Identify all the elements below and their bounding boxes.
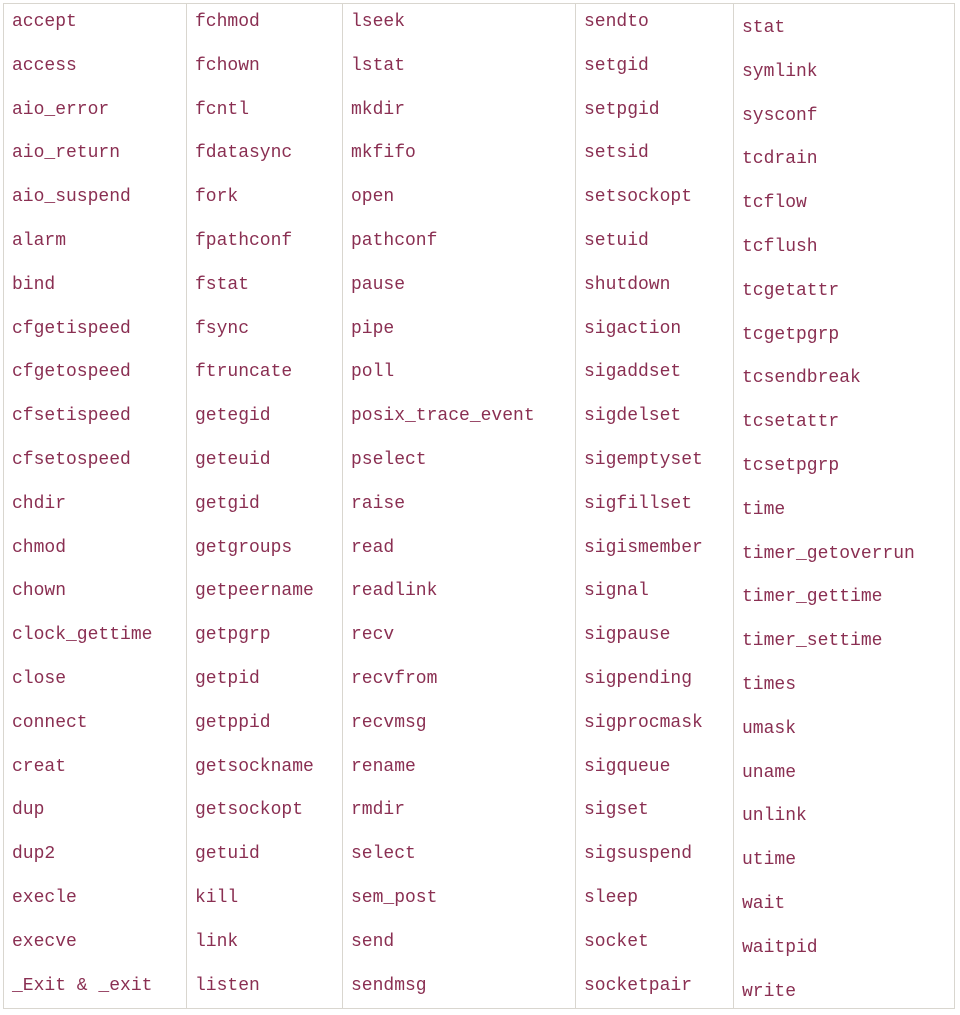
function-name: fpathconf bbox=[195, 231, 293, 251]
function-name: ftruncate bbox=[195, 362, 293, 382]
function-name: time bbox=[742, 500, 786, 520]
function-name: sigsuspend bbox=[584, 844, 693, 864]
function-name: creat bbox=[12, 757, 67, 777]
function-name: getsockname bbox=[195, 757, 314, 777]
function-name: sigismember bbox=[584, 538, 703, 558]
function-name: listen bbox=[195, 976, 260, 996]
column-3 bbox=[343, 4, 576, 1008]
function-name: fstat bbox=[195, 275, 250, 295]
function-name: getsockopt bbox=[195, 800, 304, 820]
function-name: fcntl bbox=[195, 100, 250, 120]
function-name: rmdir bbox=[351, 800, 406, 820]
function-name: link bbox=[195, 932, 239, 952]
function-name: mkdir bbox=[351, 100, 406, 120]
function-name: sysconf bbox=[742, 106, 818, 126]
function-name: fork bbox=[195, 187, 239, 207]
function-name: raise bbox=[351, 494, 406, 514]
function-name: timer_settime bbox=[742, 631, 883, 651]
function-name: sigprocmask bbox=[584, 713, 703, 733]
function-name: getgid bbox=[195, 494, 260, 514]
function-name: tcsetattr bbox=[742, 412, 840, 432]
function-name: recvfrom bbox=[351, 669, 438, 689]
function-name: aio_error bbox=[12, 100, 110, 120]
function-name: execve bbox=[12, 932, 77, 952]
function-name: pselect bbox=[351, 450, 427, 470]
function-name: sleep bbox=[584, 888, 639, 908]
function-name: timer_getoverrun bbox=[742, 544, 915, 564]
function-name: sem_post bbox=[351, 888, 438, 908]
function-name: umask bbox=[742, 719, 797, 739]
function-name: fdatasync bbox=[195, 143, 293, 163]
function-name: sigdelset bbox=[584, 406, 682, 426]
function-name: timer_gettime bbox=[742, 587, 883, 607]
function-name: pause bbox=[351, 275, 406, 295]
function-name: getgroups bbox=[195, 538, 293, 558]
function-name: select bbox=[351, 844, 416, 864]
column-4 bbox=[576, 4, 734, 1008]
function-name: geteuid bbox=[195, 450, 271, 470]
function-name: signal bbox=[584, 581, 649, 601]
column-5 bbox=[734, 4, 954, 1008]
function-name: times bbox=[742, 675, 797, 695]
function-name: tcdrain bbox=[742, 149, 818, 169]
function-name: access bbox=[12, 56, 77, 76]
function-name: fchmod bbox=[195, 12, 260, 32]
function-name: bind bbox=[12, 275, 56, 295]
function-name: tcsendbreak bbox=[742, 368, 861, 388]
function-name: lseek bbox=[351, 12, 406, 32]
function-name: tcgetpgrp bbox=[742, 325, 840, 345]
function-name: sigpending bbox=[584, 669, 693, 689]
function-name: _Exit & _exit bbox=[12, 976, 153, 996]
function-name: utime bbox=[742, 850, 797, 870]
function-name: aio_suspend bbox=[12, 187, 131, 207]
function-name: getuid bbox=[195, 844, 260, 864]
function-name: aio_return bbox=[12, 143, 121, 163]
function-name: cfsetospeed bbox=[12, 450, 131, 470]
function-name: accept bbox=[12, 12, 77, 32]
function-table bbox=[3, 3, 955, 1009]
function-name: clock_gettime bbox=[12, 625, 153, 645]
function-name: alarm bbox=[12, 231, 67, 251]
function-name: getpeername bbox=[195, 581, 314, 601]
function-name: sendto bbox=[584, 12, 649, 32]
function-name: wait bbox=[742, 894, 786, 914]
function-name: cfgetospeed bbox=[12, 362, 131, 382]
function-name: readlink bbox=[351, 581, 438, 601]
function-name: posix_trace_event bbox=[351, 406, 535, 426]
function-name: send bbox=[351, 932, 395, 952]
function-name: tcflow bbox=[742, 193, 807, 213]
function-name: chown bbox=[12, 581, 67, 601]
function-name: setpgid bbox=[584, 100, 660, 120]
function-name: tcgetattr bbox=[742, 281, 840, 301]
function-name: fsync bbox=[195, 319, 250, 339]
function-name: sendmsg bbox=[351, 976, 427, 996]
function-name: symlink bbox=[742, 62, 818, 82]
function-name: tcflush bbox=[742, 237, 818, 257]
function-name: kill bbox=[195, 888, 239, 908]
function-name: getegid bbox=[195, 406, 271, 426]
function-name: uname bbox=[742, 763, 797, 783]
function-name: write bbox=[742, 982, 797, 1002]
function-name: dup bbox=[12, 800, 45, 820]
function-name: cfgetispeed bbox=[12, 319, 131, 339]
function-name: getpid bbox=[195, 669, 260, 689]
function-name: open bbox=[351, 187, 395, 207]
function-name: tcsetpgrp bbox=[742, 456, 840, 476]
function-name: cfsetispeed bbox=[12, 406, 131, 426]
function-name: chmod bbox=[12, 538, 67, 558]
function-name: sigaction bbox=[584, 319, 682, 339]
function-name: poll bbox=[351, 362, 395, 382]
function-name: socket bbox=[584, 932, 649, 952]
column-1 bbox=[4, 4, 187, 1008]
function-name: read bbox=[351, 538, 395, 558]
function-name: sigemptyset bbox=[584, 450, 703, 470]
function-name: socketpair bbox=[584, 976, 693, 996]
function-name: stat bbox=[742, 18, 786, 38]
function-name: sigqueue bbox=[584, 757, 671, 777]
function-name: waitpid bbox=[742, 938, 818, 958]
function-name: unlink bbox=[742, 806, 807, 826]
function-name: setsid bbox=[584, 143, 649, 163]
function-name: getpgrp bbox=[195, 625, 271, 645]
function-name: setgid bbox=[584, 56, 649, 76]
function-name: sigset bbox=[584, 800, 649, 820]
function-name: rename bbox=[351, 757, 416, 777]
function-name: sigaddset bbox=[584, 362, 682, 382]
function-name: execle bbox=[12, 888, 77, 908]
function-name: shutdown bbox=[584, 275, 671, 295]
function-name: pipe bbox=[351, 319, 395, 339]
function-name: sigfillset bbox=[584, 494, 693, 514]
column-2 bbox=[187, 4, 343, 1008]
function-name: recvmsg bbox=[351, 713, 427, 733]
function-name: mkfifo bbox=[351, 143, 416, 163]
function-name: connect bbox=[12, 713, 88, 733]
function-name: lstat bbox=[351, 56, 406, 76]
function-name: dup2 bbox=[12, 844, 56, 864]
function-name: pathconf bbox=[351, 231, 438, 251]
function-name: recv bbox=[351, 625, 395, 645]
function-name: fchown bbox=[195, 56, 260, 76]
function-name: sigpause bbox=[584, 625, 671, 645]
function-name: getppid bbox=[195, 713, 271, 733]
function-name: chdir bbox=[12, 494, 67, 514]
function-name: setsockopt bbox=[584, 187, 693, 207]
function-name: close bbox=[12, 669, 67, 689]
function-name: setuid bbox=[584, 231, 649, 251]
